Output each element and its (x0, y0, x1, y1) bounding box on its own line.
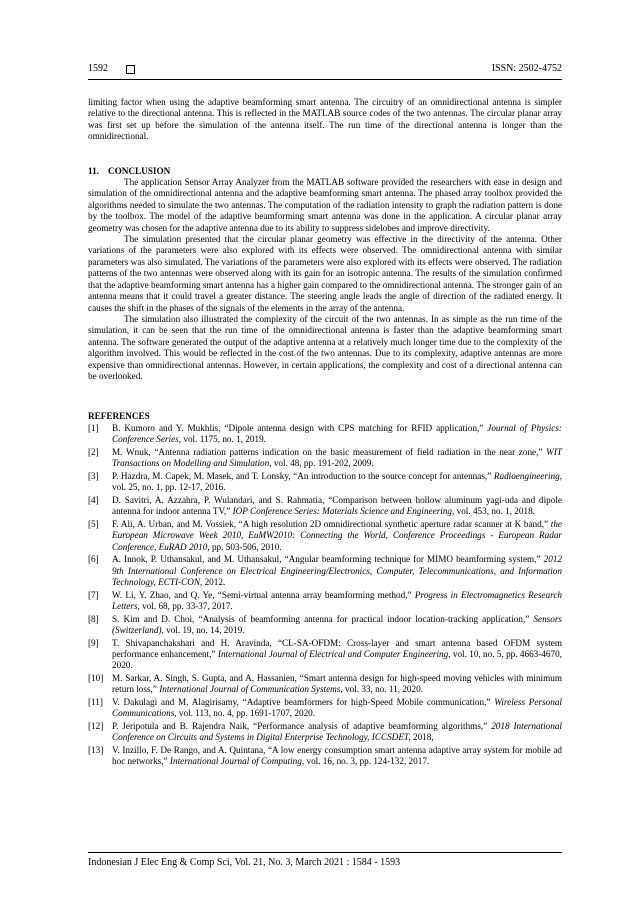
reference-number: [9] (88, 637, 99, 648)
reference-text (112, 673, 562, 696)
reference-text (112, 745, 562, 768)
reference-venue: Progress in Electromagnetics Research Letters (112, 589, 562, 611)
square-bullet-icon (126, 65, 135, 74)
reference-venue: Radioengineering (493, 470, 560, 481)
reference-authors-title: V. Inzillo, F. De Rango, and A. Quintana, “A low energy consumption smart antenna adaptive array system for mobile ad hoc networks,” (112, 744, 562, 767)
reference-details: 2018, (410, 732, 434, 743)
reference-authors-title: M. Wnuk, “Antenna radiation patterns indication on the basic measurement of field radiation in the near zone,” (112, 446, 547, 457)
reference-venue: Sensors (Switzerland) (112, 613, 562, 635)
reference-number: [8] (88, 613, 99, 624)
reference-authors-title: S. Kim and D. Choi, “Analysis of beamforming antenna for practical indoor location-tracking application,” (112, 613, 534, 624)
reference-text (112, 447, 562, 470)
reference-venue: Journal of Physics: Conference Series (112, 422, 562, 445)
reference-list (88, 423, 562, 768)
reference-item (88, 614, 562, 637)
reference-text (112, 495, 562, 518)
reference-item (88, 495, 562, 518)
conclusion-paragraph-3: The simulation also illustrated the complexity of the circuit of the two antennas. In as simple as the run time of the simulation, it can be seen that the run time of the omnidirectional antenna is faster than the adaptive beamforming smart antenna. The software generated the output of the adaptive antenna at a relatively much longer time due to the complexity of the algorithm involved. This would be reflected in the cost of the two antennas. Due to its complexity, adaptive antennas are more expensive than omnidirectional antennas. However, in certain applications, the complexity and cost of a directional antenna can be overlooked. (88, 313, 562, 381)
conclusion-paragraph-2: The simulation presented that the circular planar geometry was effective in the directivity of the antenna. Other variations of the parameters were also explored with its effects were observed. The omnidirectional antenna with similar parameters was also simulated. The variations of the parameters were also explored with its effects were observed. The radiation patterns of the two antennas were observed along with its gain for an isotropic antenna. The results of the simulation confirmed that the adaptive beamforming smart antenna has a higher gain compared to the omnidirectional antenna. The stronger gain of an antenna means that it could travel a greater distance. The steering angle leads the angle of direction of the radiated energy. It causes the shift in the phases of the signals of the elements in the array of the antenna. (88, 234, 562, 313)
reference-details: , vol. 33, no. 11, 2020. (340, 684, 423, 695)
reference-item (88, 697, 562, 720)
reference-details: , vol. 68, pp. 33-37, 2017. (137, 600, 233, 611)
reference-number: [5] (88, 518, 99, 529)
reference-item (88, 447, 562, 470)
reference-text (112, 721, 562, 744)
reference-item (88, 471, 562, 494)
reference-item (88, 519, 562, 553)
reference-number: [4] (88, 494, 99, 505)
reference-number: [3] (88, 470, 99, 481)
reference-number: [6] (88, 554, 99, 565)
reference-venue: International Journal of Electrical and Computer Engineering (217, 648, 449, 659)
reference-venue: 2018 International Conference on Circuits and Systems in Digital Enterprise Technology, ICCSDET, (112, 720, 562, 743)
reference-details: , vol. 10, no. 5, pp. 4663-4670, 2020. (112, 648, 562, 671)
reference-item (88, 673, 562, 696)
header-rule (88, 79, 562, 80)
footer-rule (88, 852, 562, 853)
reference-authors-title: F. Ali, A. Urban, and M. Vossiek, “A high resolution 2D omnidirectional synthetic aperture radar scanner at K band,” (112, 518, 551, 529)
reference-item (88, 721, 562, 744)
article-body (88, 97, 562, 769)
reference-text (112, 614, 562, 637)
conclusion-heading (88, 166, 562, 177)
reference-number: [7] (88, 589, 99, 600)
reference-item (88, 745, 562, 768)
reference-details: , vol. 16, no. 3, pp. 124-132, 2017. (301, 756, 430, 767)
reference-text (112, 554, 562, 588)
section-number: 11. (88, 165, 99, 176)
reference-details: 2012. (202, 576, 226, 587)
page-header (88, 63, 562, 75)
references-section (88, 411, 562, 767)
reference-authors-title: P. Jeripotula and B. Rajendra Naik, “Performance analysis of adaptive beamforming algorithms,” (112, 720, 492, 731)
reference-authors-title: V. Dakulagi and M. Alagirisamy, “Adaptive beamformers for high-Speed Mobile communication,” (112, 696, 495, 707)
reference-authors-title: B. Kumoro and Y. Mukhlis, “Dipole antenna design with CPS matching for RFID application,” (112, 422, 488, 433)
reference-venue: the European Microwave Week 2010, EuMW2010: Connecting the World, Conference Proceedings - European Radar Conference, EuRAD 2010 (112, 518, 562, 552)
reference-item (88, 638, 562, 672)
reference-item (88, 590, 562, 613)
reference-text (112, 423, 562, 446)
page-number: 1592 (88, 63, 108, 74)
page-footer: Indonesian J Elec Eng & Comp Sci, Vol. 21, No. 3, March 2021 : 1584 - 1593 (88, 857, 401, 868)
reference-item (88, 554, 562, 588)
reference-authors-title: A. Innok, P. Uthansakul, and M. Uthansakul, “Angular beamforming technique for MIMO beamforming system,” (112, 554, 544, 565)
conclusion-section (88, 166, 562, 383)
reference-venue: Wireless Personal Communications (112, 696, 562, 719)
reference-venue: WIT Transactions on Modelling and Simulation (112, 446, 562, 469)
reference-venue: International Journal of Communication Systems (159, 684, 341, 695)
reference-text (112, 697, 562, 720)
reference-details: , vol. 19, no. 14, 2019. (161, 624, 245, 635)
reference-number: [1] (88, 422, 99, 433)
reference-authors-title: P. Hazdra, M. Capek, M. Masek, and T. Lonsky, “An introduction to the source concept for antennas,” (112, 470, 494, 481)
section-title: CONCLUSION (108, 165, 171, 176)
reference-details: , vol. 453, no. 1, 2018. (452, 506, 535, 517)
conclusion-paragraph-1: The application Sensor Array Analyzer from the MATLAB software provided the researchers with ease in design and simulation of the omnidirectional antenna and the adaptive beamforming smart antenna. The phased array toolbox provided the algorithms needed to simulate the two antennas. The computation of the radiation intensity to graph the radiation pattern is done by the toolbox. The model of the adaptive beamforming smart antenna was done in the application. A circular planar array geometry was chosen for the adaptive antenna due to its ability to suppress sidelobes and improve directivity. (88, 177, 562, 233)
reference-text (112, 471, 562, 494)
reference-text (112, 638, 562, 672)
reference-venue: International Journal of Computing (169, 756, 302, 767)
reference-number: [11] (88, 696, 103, 707)
references-heading: REFERENCES (88, 411, 150, 422)
reference-number: [12] (88, 720, 104, 731)
reference-details: , vol. 113, no. 4, pp. 1691-1707, 2020. (174, 708, 316, 719)
reference-text (112, 590, 562, 613)
reference-number: [13] (88, 744, 104, 755)
reference-venue: 2012 9th International Conference on Electrical Engineering/Electronics, Computer, Telecommunications, and Information Technology, ECTI-CON, (112, 554, 562, 587)
intro-paragraph: limiting factor when using the adaptive beamforming smart antenna. The circuitry of an omnidirectional antenna is simpler relative to the directional antenna. This is reflected in the MATLAB source codes of the two antennas. The circular planar array was first set up before the simulation of the antenna itself. The run time of the directional antenna is longer than the omnidirectional. (88, 97, 562, 142)
reference-number: [10] (88, 672, 104, 683)
reference-authors-title: D. Savitri, A. Azzahra, P. Wulandari, and S. Rahmatia, “Comparison between hollow aluminum yagi-uda and dipole antenna for indoor antenna TV,” (112, 494, 562, 517)
reference-details: , pp. 503-506, 2010. (207, 541, 282, 552)
reference-details: , vol. 25, no. 1, pp. 12-17, 2016. (112, 470, 562, 493)
reference-item (88, 423, 562, 446)
reference-details: , vol. 1175, no. 1, 2019. (178, 434, 266, 445)
reference-venue: IOP Conference Series: Materials Science and Engineering (232, 506, 453, 517)
reference-authors-title: T. Shivapanchakshari and H. Aravinda, “CL-SA-OFDM: Cross-layer and smart antenna based OFDM system performance enhancement,” (112, 637, 562, 659)
issn-label: ISSN: 2502-4752 (491, 63, 562, 74)
reference-text (112, 519, 562, 553)
reference-authors-title: M. Sarkar, A. Singh, S. Gupta, and A. Hassanien, “Smart antenna design for high-speed moving vehicles with minimum return loss,” (112, 672, 562, 695)
reference-authors-title: W. Li, Y. Zhao, and Q. Ye, “Semi-virtual antenna array beamforming method,” (112, 589, 415, 600)
reference-number: [2] (88, 446, 99, 457)
reference-details: , vol. 48, pp. 191-202, 2009. (269, 458, 374, 469)
